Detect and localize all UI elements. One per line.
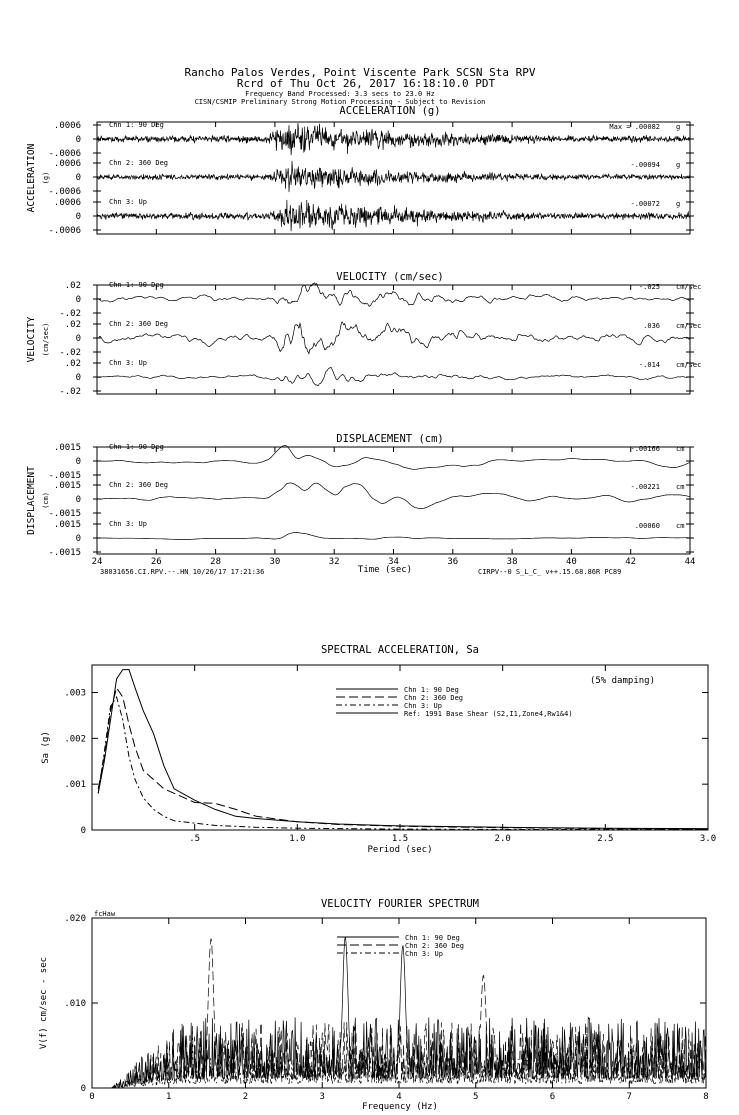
channel-unit: cm/sec bbox=[676, 322, 702, 330]
y-tick-label: .02 bbox=[64, 320, 81, 330]
x-tick-label: 5 bbox=[473, 1092, 479, 1102]
legend-entry: Chn 1: 90 Deg bbox=[404, 686, 459, 694]
channel-label: Chn 3: Up bbox=[109, 359, 147, 367]
y-tick-label: 0 bbox=[75, 495, 81, 505]
legend-entry: Chn 2: 360 Deg bbox=[404, 694, 464, 702]
y-tick-label: -.02 bbox=[59, 387, 81, 397]
legend-entry: Chn 2: 360 Deg bbox=[405, 942, 465, 950]
panel-title: DISPLACEMENT (cm) bbox=[336, 433, 444, 445]
y-tick-label: .02 bbox=[64, 281, 81, 291]
header-processing: CISN/CSMIP Preliminary Strong Motion Processing - Subject to Revision bbox=[194, 98, 486, 106]
legend-entry: Chn 3: Up bbox=[405, 950, 443, 958]
panel-title: VELOCITY (cm/sec) bbox=[336, 271, 444, 283]
legend-entry: Ref: 1991 Base Shear (S2,I1,Zone4,Rw1&4) bbox=[404, 710, 573, 718]
y-tick-label: -.0015 bbox=[48, 471, 81, 481]
y-tick-label: -.0006 bbox=[48, 149, 81, 159]
x-tick-label: 6 bbox=[549, 1092, 556, 1102]
channel-peak: -.00094 bbox=[630, 161, 660, 169]
y-tick-label: .0015 bbox=[53, 481, 81, 491]
channel-trace bbox=[97, 161, 690, 192]
y-tick-label: -.0006 bbox=[48, 226, 81, 236]
footer-processing-id: CIRPV--0 S_L_C_ v++.15.68.86R PC89 bbox=[478, 568, 622, 576]
x-tick-label: 30 bbox=[269, 557, 281, 567]
x-tick-label: 3.0 bbox=[699, 834, 717, 844]
y-tick-label: 0 bbox=[75, 534, 81, 544]
channel-trace bbox=[97, 322, 690, 354]
panel-title: SPECTRAL ACCELERATION, Sa bbox=[320, 644, 480, 656]
channel-unit: g bbox=[676, 200, 681, 208]
channel-unit: g bbox=[676, 161, 681, 169]
y-tick-label: .001 bbox=[64, 780, 86, 791]
header-band: Frequency Band Processed: 3.3 secs to 23.0 Hz bbox=[245, 90, 435, 98]
x-tick-label: 26 bbox=[150, 557, 162, 567]
y-tick-label: 0 bbox=[75, 173, 81, 183]
x-tick-label: 8 bbox=[703, 1092, 709, 1102]
y-axis-unit: (g) bbox=[42, 171, 50, 185]
channel-peak: .036 bbox=[643, 322, 660, 330]
y-tick-label: -.0015 bbox=[48, 548, 81, 558]
y-tick-label: -.0015 bbox=[48, 509, 81, 519]
y-tick-label: .02 bbox=[64, 359, 81, 369]
y-axis-label: V(f) cm/sec - sec bbox=[39, 956, 49, 1050]
channel-peak: -.014 bbox=[638, 361, 660, 369]
x-tick-label: 7 bbox=[626, 1092, 632, 1102]
y-tick-label: .0006 bbox=[53, 198, 81, 208]
x-tick-label: 42 bbox=[625, 557, 637, 567]
x-tick-label: 28 bbox=[210, 557, 222, 567]
channel-peak: -.00221 bbox=[630, 483, 660, 491]
y-tick-label: 0 bbox=[75, 135, 81, 145]
channel-trace bbox=[97, 367, 690, 385]
x-axis-label: Time (sec) bbox=[357, 565, 413, 575]
channel-unit: cm bbox=[676, 522, 685, 530]
y-tick-label: 0 bbox=[75, 457, 81, 467]
x-tick-label: .5 bbox=[189, 834, 201, 844]
channel-label: Chn 2: 360 Deg bbox=[109, 320, 169, 328]
channel-peak: -.00166 bbox=[630, 445, 660, 453]
acceleration-panel bbox=[26, 105, 694, 236]
channel-peak: .00060 bbox=[634, 522, 660, 530]
channel-unit: cm/sec bbox=[676, 361, 702, 369]
x-axis-label: Frequency (Hz) bbox=[362, 1102, 438, 1112]
fourier-spectrum-panel bbox=[39, 898, 709, 1112]
y-tick-label: .010 bbox=[64, 999, 86, 1009]
y-tick-label: -.0006 bbox=[48, 187, 81, 197]
y-tick-label: 0 bbox=[80, 826, 86, 836]
header-record: Rcrd of Thu Oct 26, 2017 16:18:10.0 PDT bbox=[236, 77, 496, 90]
y-axis-label: ACCELERATION bbox=[26, 143, 37, 213]
channel-label: Chn 1: 90 Deg bbox=[109, 443, 164, 451]
x-tick-label: 36 bbox=[447, 557, 459, 567]
panel-title: VELOCITY FOURIER SPECTRUM bbox=[320, 898, 480, 910]
x-tick-label: 4 bbox=[396, 1092, 402, 1102]
plot-frame bbox=[92, 665, 708, 830]
channel-unit: cm bbox=[676, 483, 685, 491]
channel-unit: cm bbox=[676, 445, 685, 453]
channel-peak: Max = .00082 bbox=[609, 123, 660, 131]
y-axis-unit: (cm) bbox=[42, 492, 50, 509]
y-tick-label: .0015 bbox=[53, 520, 81, 530]
x-tick-label: 44 bbox=[684, 557, 696, 567]
x-tick-label: 1 bbox=[166, 1092, 172, 1102]
y-tick-label: -.02 bbox=[59, 309, 81, 319]
spectral-acceleration-panel bbox=[41, 644, 716, 855]
panel-title: ACCELERATION (g) bbox=[339, 105, 441, 117]
channel-trace bbox=[97, 483, 690, 509]
x-tick-label: 1.5 bbox=[391, 834, 409, 844]
x-tick-label: 32 bbox=[328, 557, 340, 567]
y-tick-label: .0006 bbox=[53, 159, 81, 169]
y-tick-label: 0 bbox=[75, 373, 81, 383]
channel-trace bbox=[97, 532, 690, 539]
x-tick-label: 34 bbox=[388, 557, 399, 567]
y-axis-unit: (cm/sec) bbox=[42, 322, 50, 357]
y-tick-label: .0015 bbox=[53, 443, 81, 453]
damping-annotation: (5% damping) bbox=[589, 676, 655, 686]
channel-unit: g bbox=[676, 123, 681, 131]
y-tick-label: 0 bbox=[75, 334, 81, 344]
y-tick-label: 0 bbox=[75, 212, 81, 222]
y-tick-label: .020 bbox=[64, 914, 86, 924]
channel-label: Chn 1: 90 Deg bbox=[109, 281, 164, 289]
x-tick-label: 1.0 bbox=[289, 834, 306, 844]
x-tick-label: 2.5 bbox=[597, 834, 614, 844]
channel-peak: -.00072 bbox=[630, 200, 660, 208]
x-tick-label: 3 bbox=[319, 1092, 325, 1102]
channel-label: Chn 1: 90 Deg bbox=[109, 121, 164, 129]
corner-label: fcHaw bbox=[94, 910, 116, 918]
y-tick-label: 0 bbox=[75, 295, 81, 305]
legend-entry: Chn 3: Up bbox=[404, 702, 442, 710]
velocity-panel bbox=[26, 271, 701, 397]
y-axis-label: Sa (g) bbox=[41, 731, 51, 764]
y-tick-label: .0006 bbox=[53, 121, 81, 131]
header-station: Rancho Palos Verdes, Point Viscente Park SCSN Sta RPV bbox=[184, 66, 536, 79]
x-tick-label: 2 bbox=[242, 1092, 249, 1102]
channel-trace bbox=[97, 123, 690, 155]
y-tick-label: 0 bbox=[80, 1084, 86, 1094]
channel-label: Chn 2: 360 Deg bbox=[109, 481, 169, 489]
channel-peak: -.025 bbox=[638, 283, 660, 291]
x-axis-label: Period (sec) bbox=[367, 845, 433, 855]
footer-record-id: 38031656.CI.RPV.--.HN 10/26/17 17:21:36 bbox=[100, 568, 265, 576]
y-tick-label: -.02 bbox=[59, 348, 81, 358]
x-tick-label: 0 bbox=[89, 1092, 95, 1102]
channel-unit: cm/sec bbox=[676, 283, 702, 291]
x-tick-label: 2.0 bbox=[494, 834, 511, 844]
channel-label: Chn 3: Up bbox=[109, 198, 147, 206]
channel-label: Chn 3: Up bbox=[109, 520, 147, 528]
channel-label: Chn 2: 360 Deg bbox=[109, 159, 169, 167]
y-axis-label: DISPLACEMENT bbox=[26, 466, 37, 535]
plot-frame bbox=[97, 447, 690, 554]
channel-trace bbox=[97, 200, 690, 231]
y-tick-label: .002 bbox=[64, 734, 86, 745]
x-tick-label: 40 bbox=[565, 557, 577, 567]
y-tick-label: .003 bbox=[64, 688, 86, 699]
x-tick-label: 38 bbox=[506, 557, 518, 567]
legend-entry: Chn 1: 90 Deg bbox=[405, 934, 460, 942]
x-tick-label: 24 bbox=[91, 557, 103, 567]
displacement-panel bbox=[26, 433, 695, 575]
y-axis-label: VELOCITY bbox=[26, 316, 37, 363]
